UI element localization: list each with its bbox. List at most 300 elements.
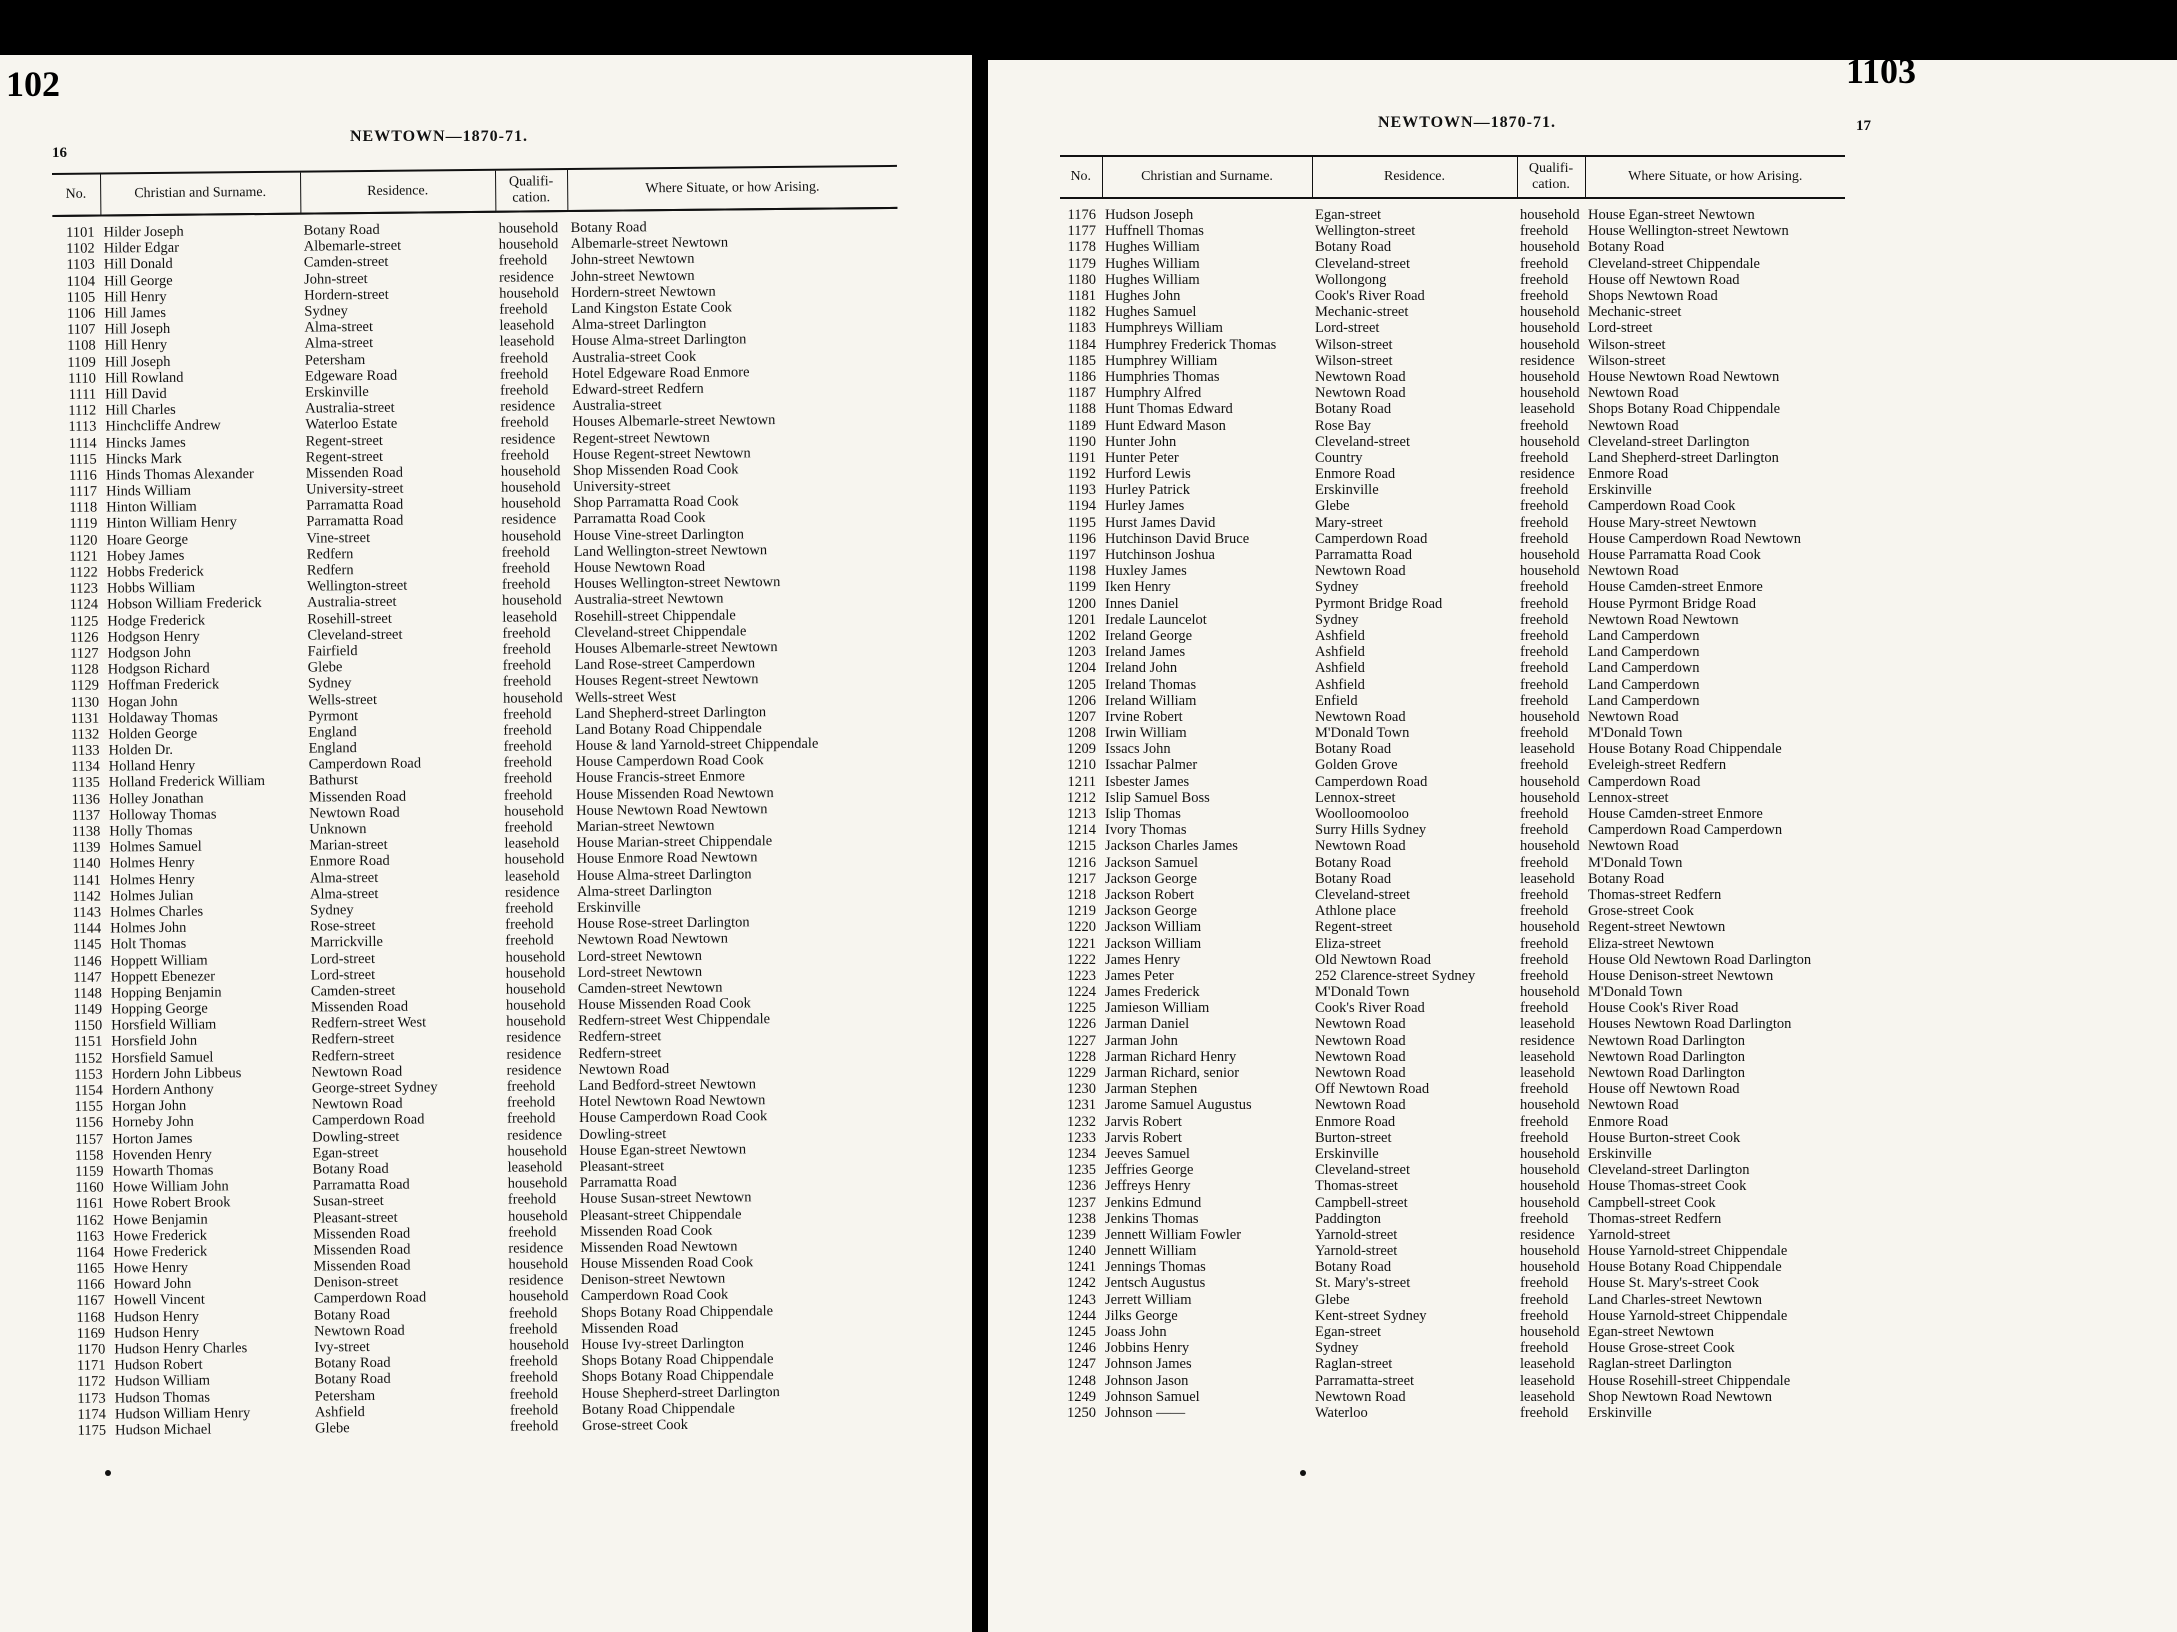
- table-row: [1060, 1097, 1845, 1113]
- page-title: NEWTOWN—1870-71.: [1378, 114, 1556, 131]
- voter-name: Isbester James: [1105, 773, 1190, 790]
- residence: Camperdown Road: [312, 1111, 425, 1129]
- residence: Erskinville: [1315, 1145, 1379, 1162]
- residence: Ivy-street: [314, 1339, 370, 1356]
- qualification: household: [1520, 1162, 1580, 1179]
- residence: John-street: [303, 270, 368, 288]
- property-location: Newtown Road: [1588, 1097, 1679, 1114]
- residence: Marrickville: [310, 934, 383, 951]
- row-number: 1128: [70, 661, 99, 679]
- row-number: 1225: [1067, 1000, 1096, 1017]
- qualification: freehold: [1520, 417, 1569, 434]
- row-number: 1173: [77, 1390, 106, 1407]
- residence: Redfern: [306, 562, 354, 579]
- residence: Dowling-street: [312, 1128, 400, 1146]
- qualification: freehold: [1520, 935, 1569, 952]
- table-row: [1060, 450, 1845, 466]
- row-number: 1204: [1067, 660, 1096, 677]
- voter-name: Hordern Anthony: [111, 1081, 214, 1099]
- voter-name: Holland Henry: [108, 757, 196, 775]
- property-location: Shop Parramatta Road Cook: [573, 493, 739, 512]
- row-number: 1127: [70, 645, 99, 662]
- voter-name: Innes Daniel: [1105, 595, 1179, 612]
- qualification: household: [505, 997, 566, 1014]
- row-number: 1118: [69, 499, 98, 517]
- table-row: [1060, 1000, 1845, 1016]
- voter-name: Ireland George: [1105, 627, 1193, 644]
- residence: Woolloomooloo: [1315, 806, 1409, 823]
- qualification: leasehold: [1520, 870, 1575, 887]
- voter-name: Hunt Thomas Edward: [1105, 401, 1233, 418]
- residence: Camden-street: [303, 254, 389, 272]
- voter-name: Holmes Henry: [109, 871, 195, 889]
- table-row: [1060, 337, 1845, 353]
- table-row: [1060, 676, 1845, 692]
- row-number: 1176: [1067, 207, 1096, 224]
- property-location: House Burton-street Cook: [1588, 1129, 1741, 1146]
- voter-name: Johnson ——: [1105, 1404, 1186, 1421]
- voter-name: James Frederick: [1105, 984, 1200, 1001]
- property-location: Enmore Road: [1588, 466, 1669, 483]
- table-row: [1060, 871, 1845, 887]
- qualification: household: [1520, 207, 1580, 224]
- property-location: House Old Newtown Road Darlington: [1588, 951, 1812, 968]
- row-number: 1224: [1067, 984, 1096, 1001]
- table-row: [1060, 1308, 1845, 1324]
- residence: M'Donald Town: [1315, 725, 1410, 742]
- row-number: 1104: [66, 273, 96, 290]
- qualification: household: [1520, 1097, 1580, 1114]
- voter-name: Hudson Robert: [114, 1356, 203, 1374]
- row-number: 1156: [74, 1114, 104, 1132]
- property-location: House Camperdown Road Cook: [575, 752, 764, 771]
- row-number: 1189: [1067, 417, 1096, 434]
- row-number: 1170: [76, 1341, 106, 1358]
- qualification: freehold: [500, 446, 550, 464]
- voter-name: Iken Henry: [1105, 579, 1171, 596]
- qualification: freehold: [1520, 951, 1569, 968]
- voter-name: Jenkins Edmund: [1105, 1194, 1202, 1211]
- property-location: Land Camperdown: [1588, 676, 1700, 693]
- row-number: 1197: [1067, 547, 1096, 564]
- property-location: House Egan-street Newtown: [1588, 207, 1755, 224]
- voter-name: Hovenden Henry: [112, 1146, 212, 1164]
- row-number: 1220: [1067, 919, 1096, 936]
- qualification: household: [1520, 336, 1580, 353]
- voter-name: Jerrett William: [1105, 1291, 1192, 1308]
- table-row: [1060, 1243, 1845, 1259]
- residence: Botany Road: [314, 1371, 391, 1388]
- voter-name: Huffnell Thomas: [1105, 223, 1204, 240]
- property-location: Erskinville: [1588, 482, 1652, 499]
- qualification: household: [1520, 984, 1580, 1001]
- residence: Newtown Road: [311, 1063, 403, 1081]
- residence: Raglan-street: [1315, 1356, 1393, 1373]
- row-number: 1117: [69, 483, 98, 500]
- voter-name: Holt Thomas: [110, 936, 187, 953]
- row-number: 1246: [1067, 1340, 1096, 1357]
- property-location: House & land Yarnold-street Chippendale: [575, 735, 819, 755]
- folio-number: 102: [6, 64, 60, 104]
- voter-name: Horsfield Samuel: [111, 1049, 214, 1067]
- voter-name: Hopping Benjamin: [110, 984, 222, 1002]
- row-number: 1121: [69, 548, 98, 565]
- row-number: 1162: [75, 1212, 105, 1229]
- property-location: House off Newtown Road: [1588, 1081, 1740, 1098]
- property-location: Erskinville: [577, 899, 641, 916]
- property-location: House Camden-street Enmore: [1588, 579, 1763, 596]
- residence: Regent-street: [305, 432, 383, 450]
- row-number: 1191: [1067, 449, 1096, 466]
- row-number: 1236: [1067, 1178, 1096, 1195]
- property-location: House Botany Road Chippendale: [1588, 741, 1782, 758]
- qualification: freehold: [1520, 1129, 1569, 1146]
- voter-name: Horsfield William: [111, 1016, 217, 1034]
- column-header-name: Christian and Surname.: [100, 172, 300, 216]
- residence: Missenden Road: [310, 998, 409, 1016]
- residence: Botany Road: [303, 221, 380, 239]
- table-row: [1060, 239, 1845, 255]
- table-row: [1060, 822, 1845, 838]
- voter-name: Ivory Thomas: [1105, 822, 1187, 839]
- residence: Eliza-street: [1315, 935, 1382, 952]
- voter-name: Holden Dr.: [108, 741, 174, 759]
- table-row: [1060, 1162, 1845, 1178]
- residence: Botany Road: [1315, 854, 1392, 871]
- voter-name: Hurford Lewis: [1105, 466, 1191, 483]
- row-number: 1109: [67, 354, 96, 371]
- qualification: freehold: [500, 382, 549, 399]
- table-body: [52, 208, 909, 1439]
- row-number: 1175: [77, 1422, 107, 1439]
- property-location: Missenden Road Cook: [580, 1222, 713, 1240]
- row-number: 1160: [75, 1179, 104, 1196]
- voter-name: Huxley James: [1105, 563, 1187, 580]
- property-location: House Newtown Road Newtown: [576, 801, 768, 819]
- table-row: [1060, 353, 1845, 369]
- table-row: [1060, 1114, 1845, 1130]
- voter-name: Howe Benjamin: [112, 1211, 208, 1228]
- residence: Lennox-street: [1315, 789, 1396, 806]
- residence: Glebe: [314, 1420, 350, 1437]
- qualification: leasehold: [504, 867, 560, 885]
- qualification: household: [1520, 919, 1580, 936]
- row-number: 1123: [69, 580, 99, 598]
- row-number: 1177: [1067, 223, 1096, 240]
- qualification: freehold: [1520, 967, 1569, 984]
- property-location: Camperdown Road Cook: [1588, 498, 1736, 515]
- table-row: [1060, 741, 1845, 757]
- residence: Botany Road: [1315, 239, 1392, 256]
- qualification: freehold: [502, 641, 551, 658]
- table-row: [1060, 498, 1845, 514]
- table-row: [1060, 806, 1845, 822]
- qualification: household: [505, 964, 566, 982]
- property-location: Campbell-street Cook: [1588, 1194, 1716, 1211]
- property-location: Land Wellington-street Newtown: [573, 541, 768, 560]
- table-row: [1060, 369, 1845, 385]
- column-header-name: Christian and Surname.: [1102, 156, 1312, 198]
- voter-name: Hordern John Libbeus: [111, 1065, 242, 1083]
- qualification: household: [1520, 1178, 1580, 1195]
- voter-name: Hudson Thomas: [114, 1389, 211, 1407]
- qualification: freehold: [500, 414, 549, 432]
- residence: Camperdown Road: [1315, 530, 1428, 547]
- qualification: freehold: [1520, 579, 1569, 596]
- qualification: leasehold: [1520, 1372, 1575, 1389]
- table-row: [1060, 1065, 1845, 1081]
- residence: Australia-street: [307, 594, 397, 611]
- property-location: Botany Road: [1588, 239, 1665, 256]
- row-number: 1112: [68, 402, 97, 420]
- row-number: 1146: [73, 953, 102, 970]
- table-row: [1060, 596, 1845, 612]
- residence: Petersham: [314, 1387, 376, 1405]
- residence: Missenden Road: [313, 1257, 411, 1275]
- property-location: House Alma-street Darlington: [571, 331, 747, 350]
- property-location: Cleveland-street Darlington: [1588, 1162, 1750, 1179]
- residence: Alma-street: [309, 885, 379, 903]
- property-location: Dowling-street: [579, 1125, 667, 1143]
- residence: Enfield: [1315, 692, 1358, 709]
- table-row: [1060, 984, 1845, 1000]
- residence: Newtown Road: [1315, 368, 1406, 385]
- voter-name: Holmes Samuel: [109, 838, 202, 856]
- residence: Wollongong: [1315, 271, 1387, 288]
- voter-name: Howe Henry: [113, 1259, 189, 1277]
- residence: Newtown Road: [1315, 1065, 1406, 1082]
- voter-name: James Henry: [1105, 951, 1181, 968]
- table-row: [1060, 757, 1845, 773]
- property-location: Land Bedford-street Newtown: [578, 1076, 757, 1095]
- residence: Glebe: [1315, 1291, 1350, 1308]
- table-row: [1060, 693, 1845, 709]
- row-number: 1143: [72, 904, 102, 921]
- row-number: 1152: [73, 1050, 103, 1067]
- property-location: Land Kingston Estate Cook: [571, 299, 733, 318]
- voter-name: Jackson William: [1105, 935, 1202, 952]
- residence: Rosehill-street: [307, 610, 392, 628]
- residence: Wells-street: [307, 691, 378, 709]
- row-number: 1130: [70, 694, 100, 711]
- property-location: Erskinville: [1588, 1404, 1652, 1421]
- row-number: 1230: [1067, 1081, 1096, 1098]
- voter-name: Issachar Palmer: [1105, 757, 1198, 774]
- residence: Newtown Road: [311, 1095, 403, 1113]
- voter-name: Hincks Mark: [105, 450, 182, 468]
- qualification: freehold: [505, 932, 554, 950]
- table-row: [1060, 531, 1845, 547]
- row-number: 1122: [69, 564, 98, 581]
- row-number: 1188: [1067, 401, 1096, 418]
- property-location: Pleasant-street Chippendale: [579, 1205, 742, 1224]
- property-location: Regent-street Newtown: [1588, 919, 1726, 936]
- table-row: [1060, 434, 1845, 450]
- table-row: [1060, 198, 1845, 223]
- voter-name: Hinchcliffe Andrew: [105, 417, 221, 435]
- qualification: household: [1520, 433, 1580, 450]
- qualification: freehold: [1520, 692, 1569, 709]
- voter-name: Ireland William: [1105, 692, 1197, 709]
- qualification: freehold: [1520, 288, 1569, 305]
- table-row: [1060, 1275, 1845, 1291]
- residence: Mary-street: [1315, 514, 1383, 531]
- property-location: Houses Albemarle-street Newtown: [574, 639, 778, 657]
- qualification: leasehold: [502, 608, 558, 626]
- property-location: Denison-street Newtown: [580, 1270, 726, 1289]
- residence: Parramatta Road: [306, 496, 404, 514]
- row-number: 1119: [69, 516, 98, 533]
- property-location: Land Camperdown: [1588, 660, 1700, 677]
- table-row: [1060, 1340, 1845, 1356]
- qualification: freehold: [1520, 757, 1569, 774]
- row-number: 1218: [1067, 886, 1096, 903]
- voter-name: Hurst James David: [1105, 514, 1216, 531]
- table-row: [1060, 466, 1845, 482]
- voter-name: Holdaway Thomas: [108, 709, 218, 727]
- voter-name: Hodgson John: [107, 644, 192, 662]
- voter-name: Hill Donald: [103, 256, 173, 273]
- voter-name: Jennett William Fowler: [1105, 1226, 1242, 1243]
- voter-name: Jackson William: [1105, 919, 1202, 936]
- voter-name: Hudson Henry: [114, 1324, 200, 1342]
- property-location: John-street Newtown: [570, 267, 695, 285]
- voter-name: Hill Henry: [104, 337, 168, 354]
- qualification: household: [1520, 1243, 1580, 1260]
- property-location: House Alma-street Darlington: [576, 865, 752, 884]
- row-number: 1103: [66, 257, 95, 274]
- residence: Thomas-street: [1315, 1178, 1398, 1195]
- row-number: 1163: [75, 1228, 105, 1245]
- qualification: freehold: [1520, 644, 1569, 661]
- qualification: household: [1520, 1145, 1580, 1162]
- row-number: 1142: [72, 888, 102, 905]
- property-location: Hotel Edgeware Road Enmore: [571, 364, 750, 382]
- residence: Botany Road: [1315, 401, 1392, 418]
- voter-name: Hoffman Frederick: [107, 676, 220, 694]
- voter-name: Horneby John: [112, 1114, 194, 1131]
- qualification: household: [504, 851, 565, 869]
- qualification: freehold: [1520, 255, 1569, 272]
- property-location: Newtown Road: [1588, 417, 1679, 434]
- property-location: House Wellington-street Newtown: [1588, 223, 1789, 240]
- residence: Alma-street: [304, 335, 374, 352]
- qualification: household: [1520, 563, 1580, 580]
- table-row: [1060, 903, 1845, 919]
- property-location: House Missenden Road Cook: [577, 995, 751, 1014]
- residence: Ashfield: [314, 1403, 365, 1421]
- property-location: House Shepherd-street Darlington: [581, 1383, 780, 1402]
- residence: Missenden Road: [305, 464, 404, 482]
- table-row: [1060, 1130, 1845, 1146]
- voter-name: James Peter: [1105, 967, 1174, 984]
- row-number: 1241: [1067, 1259, 1096, 1276]
- table-row: [1060, 1373, 1845, 1389]
- residence: Alma-street: [309, 869, 379, 887]
- qualification: freehold: [1520, 514, 1569, 531]
- residence: Parramatta-street: [1315, 1372, 1415, 1389]
- row-number: 1194: [1067, 498, 1096, 515]
- qualification: freehold: [1520, 627, 1569, 644]
- qualification: freehold: [509, 1321, 558, 1338]
- row-number: 1184: [1067, 336, 1096, 353]
- residence: Newtown Road: [1315, 708, 1406, 725]
- residence: Missenden Road: [313, 1225, 411, 1243]
- qualification: leasehold: [499, 317, 555, 334]
- qualification: household: [1520, 1194, 1580, 1211]
- voter-name: Horton James: [112, 1130, 193, 1148]
- row-number: 1223: [1067, 967, 1096, 984]
- row-number: 1237: [1067, 1194, 1096, 1211]
- row-number: 1138: [71, 823, 101, 840]
- property-location: Shops Botany Road Chippendale: [581, 1367, 774, 1386]
- residence: Sydney: [307, 675, 352, 692]
- qualification: residence: [1520, 352, 1575, 369]
- property-location: Lord-street: [1588, 320, 1653, 337]
- qualification: freehold: [1520, 854, 1569, 871]
- property-location: House Marian-street Chippendale: [576, 833, 773, 852]
- qualification: leasehold: [1520, 1016, 1575, 1033]
- voter-name: Hinds William: [105, 482, 192, 500]
- voter-name: Holmes Julian: [109, 887, 194, 905]
- qualification: freehold: [1520, 806, 1569, 823]
- row-number: 1125: [69, 613, 99, 630]
- qualification: freehold: [506, 1094, 556, 1111]
- column-header-qualification: Qualifi- cation.: [1517, 156, 1585, 198]
- voter-name: Howell Vincent: [113, 1292, 205, 1309]
- qualification: household: [1520, 239, 1580, 256]
- residence: Denison-street: [313, 1274, 399, 1291]
- voter-name: Hobbs William: [106, 579, 196, 597]
- qualification: leasehold: [1520, 1048, 1575, 1065]
- table-row: [1060, 417, 1845, 433]
- property-location: Wilson-street: [1588, 352, 1666, 369]
- residence: Botany Road: [1315, 870, 1392, 887]
- property-location: House Thomas-street Cook: [1588, 1178, 1747, 1195]
- row-number: 1248: [1067, 1372, 1096, 1389]
- page-title: NEWTOWN—1870-71.: [350, 128, 528, 145]
- table-row: [1060, 1389, 1845, 1405]
- row-number: 1124: [69, 596, 99, 614]
- row-number: 1181: [1067, 288, 1096, 305]
- row-number: 1201: [1067, 611, 1096, 628]
- table-row: [1060, 288, 1845, 304]
- property-location: House Missenden Road Cook: [580, 1254, 754, 1273]
- qualification: freehold: [503, 738, 552, 755]
- residence: Alma-street: [304, 319, 374, 336]
- property-location: Enmore Road: [1588, 1113, 1669, 1130]
- property-location: Raglan-street Darlington: [1588, 1356, 1732, 1373]
- row-number: 1216: [1067, 854, 1096, 871]
- voter-name: Jennett William: [1105, 1243, 1197, 1260]
- qualification: freehold: [509, 1353, 558, 1370]
- row-number: 1193: [1067, 482, 1096, 499]
- property-location: Newtown Road: [1588, 708, 1679, 725]
- row-number: 1172: [77, 1373, 106, 1391]
- residence: Sydney: [1315, 579, 1359, 596]
- row-number: 1186: [1067, 368, 1096, 385]
- table-row: [1060, 547, 1845, 563]
- property-location: Camperdown Road Camperdown: [1588, 822, 1783, 839]
- residence: Camperdown Road: [1315, 773, 1428, 790]
- property-location: Newtown Road Newtown: [1588, 611, 1739, 628]
- residence: Newtown Road: [1315, 385, 1406, 402]
- voter-name: Jarman Daniel: [1105, 1016, 1190, 1033]
- residence: Marian-street: [309, 837, 388, 854]
- residence: Parramatta Road: [1315, 547, 1413, 564]
- residence: Newtown Road: [1315, 1032, 1406, 1049]
- property-location: Shop Missenden Road Cook: [572, 461, 739, 479]
